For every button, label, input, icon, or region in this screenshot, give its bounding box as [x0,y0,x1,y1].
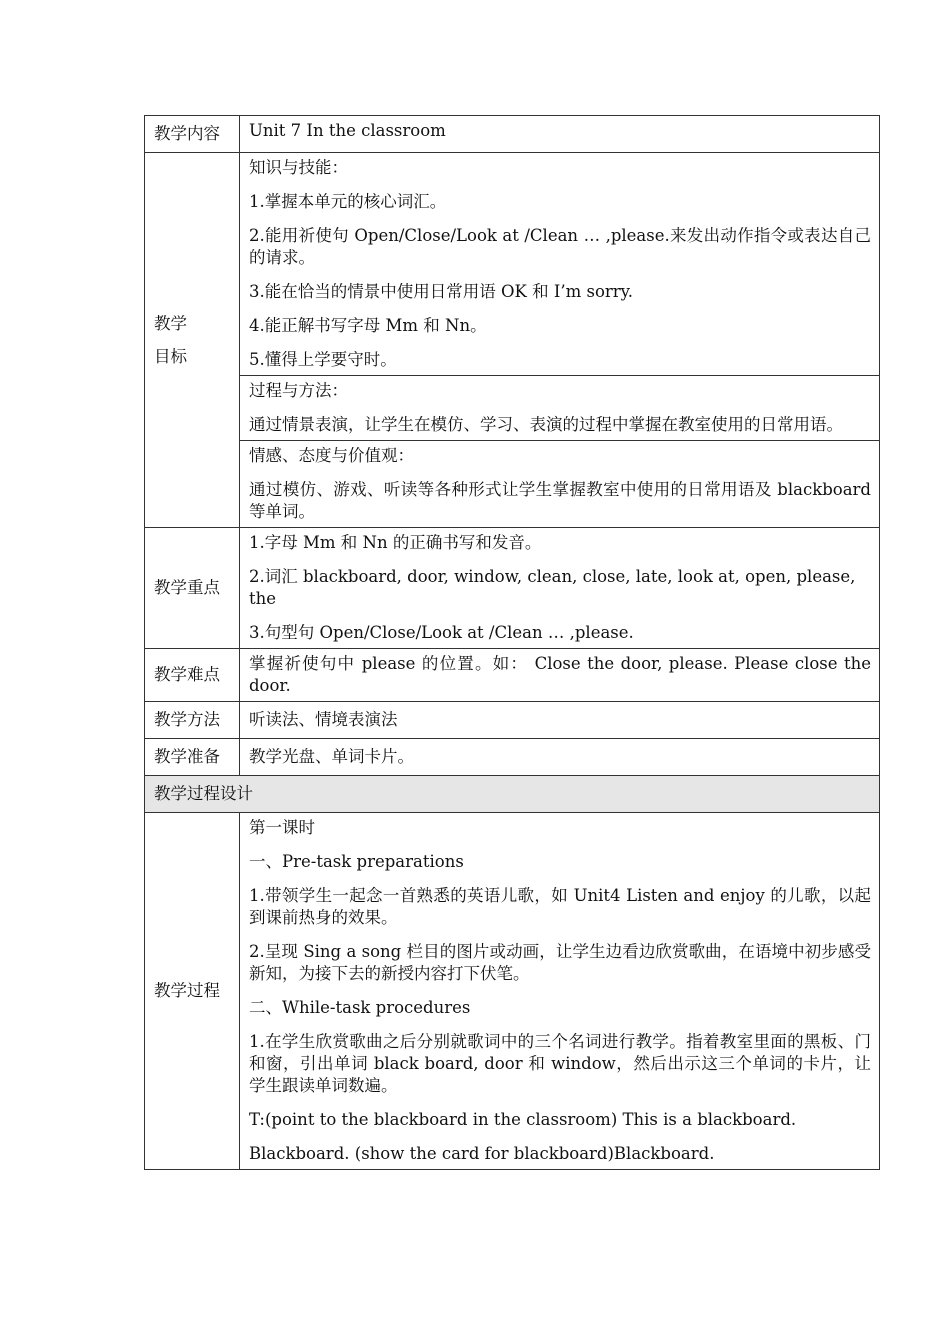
process-text: 通过情景表演，让学生在模仿、学习、表演的过程中掌握在教室使用的日常用语。 [249,415,843,434]
knowledge-item: 4.能正解书写字母 Mm 和 Nn。 [249,316,487,335]
key-point-item: 1.字母 Mm 和 Nn 的正确书写和发音。 [249,533,542,552]
label-process: 教学过程 [145,813,240,1170]
lesson-plan-table [144,115,880,1170]
knowledge-item: 1.掌握本单元的核心词汇。 [249,192,447,211]
label-preparation: 教学准备 [145,739,240,776]
row-objectives-emotion [145,441,880,528]
cell-knowledge [240,153,880,376]
row-method [145,702,880,739]
process-item: 1.带领学生一起念一首熟悉的英语儿歌，如 Unit4 Listen and enjoy 的儿歌，以起到课前热身的效果。 [249,886,871,927]
process-item: 二、While-task procedures [249,998,471,1017]
row-key-points [145,528,880,649]
label-objectives-line1: 教学 [154,314,187,333]
label-content: 教学内容 [145,116,240,153]
row-preparation [145,739,880,776]
emotion-text: 通过模仿、游戏、听读等各种形式让学生掌握教室中使用的日常用语及 blackboard 等单词。 [249,480,871,521]
label-difficulty: 教学难点 [145,649,240,702]
cell-key-points [240,528,880,649]
knowledge-heading: 知识与技能： [249,158,348,177]
cell-difficulty [240,649,880,702]
knowledge-item: 5.懂得上学要守时。 [249,350,397,369]
row-objectives-knowledge [145,153,880,376]
cell-process-method [240,376,880,441]
label-method: 教学方法 [145,702,240,739]
process-item: 2.呈现 Sing a song 栏目的图片或动画，让学生边看边欣赏歌曲，在语境中初步感受新知，为接下去的新授内容打下伏笔。 [249,942,871,983]
row-content [145,116,880,153]
cell-emotion [240,441,880,528]
design-header: 教学过程设计 [145,776,880,813]
label-objectives [145,153,240,528]
knowledge-item: 2.能用祈使句 Open/Close/Look at /Clean … ,please.来发出动作指令或表达自己的请求。 [249,226,871,267]
label-objectives-line2: 目标 [154,347,187,366]
cell-process [240,813,880,1170]
difficulty-text: 掌握祈使句中 please 的位置。如： Close the door, please. Please close the door. [249,654,871,695]
row-design-header [145,776,880,813]
value-content: Unit 7 In the classroom [240,116,880,153]
process-item: 一、Pre-task preparations [249,852,464,871]
process-item: Blackboard. (show the card for blackboard)Blackboard. [249,1144,715,1163]
value-method: 听读法、情境表演法 [240,702,880,739]
value-preparation: 教学光盘、单词卡片。 [240,739,880,776]
row-objectives-process [145,376,880,441]
process-item: T:(point to the blackboard in the classroom) This is a blackboard. [249,1110,797,1129]
row-difficulty [145,649,880,702]
process-item: 第一课时 [249,818,315,837]
label-key-points: 教学重点 [145,528,240,649]
knowledge-item: 3.能在恰当的情景中使用日常用语 OK 和 I’m sorry. [249,282,634,301]
key-point-item: 2.词汇 blackboard, door, window, clean, close, late, look at, open, please, the [249,567,856,608]
emotion-heading: 情感、态度与价值观： [249,446,414,465]
process-heading: 过程与方法： [249,381,348,400]
key-point-item: 3.句型句 Open/Close/Look at /Clean … ,please. [249,623,634,642]
process-item: 1.在学生欣赏歌曲之后分别就歌词中的三个名词进行教学。指着教室里面的黑板、门和窗，引出单词 black board, door 和 window，然后出示这三个单词的卡片，让学生跟读单词数遍。 [249,1032,871,1095]
row-process [145,813,880,1170]
